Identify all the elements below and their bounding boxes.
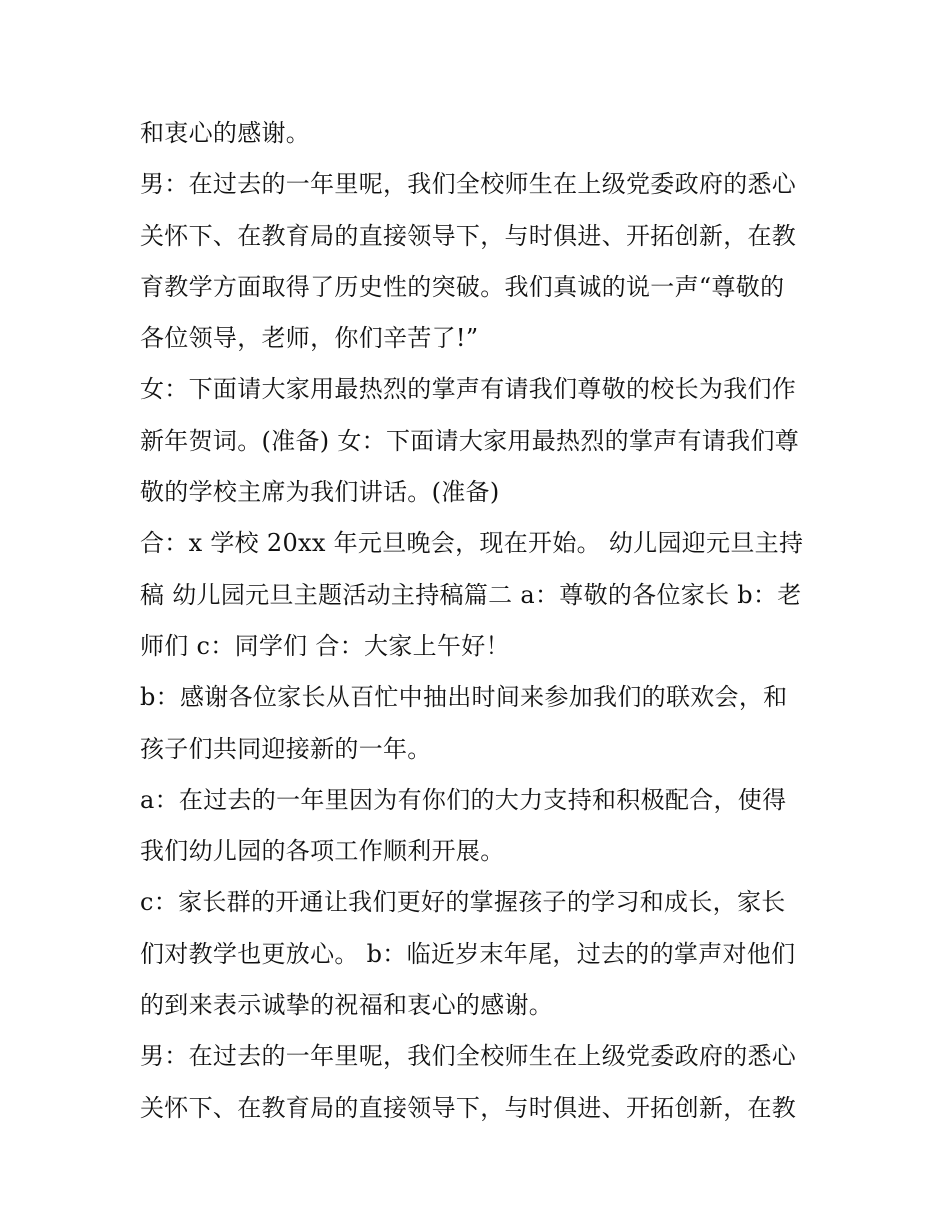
text-line: 女：下面请大家用最热烈的掌声有请我们尊敬的校长为我们作	[140, 375, 797, 404]
text-line: 的到来表示诚挚的祝福和衷心的感谢。	[140, 991, 554, 1020]
text-line: 和衷心的感谢。	[140, 119, 311, 147]
text-line: 关怀下、在教育局的直接领导下，与时俱进、开拓创新，在教	[140, 1093, 797, 1122]
text-line: 男：在过去的一年里呢，我们全校师生在上级党委政府的悉心	[140, 1042, 797, 1071]
text-line: 师们 c：同学们 合：大家上午好！	[140, 631, 510, 660]
text-line: 新年贺词。(准备) 女：下面请大家用最热烈的掌声有请我们尊	[140, 426, 800, 455]
text-line: 敬的学校主席为我们讲话。(准备)	[140, 478, 500, 507]
text-line: 孩子们共同迎接新的一年。	[140, 734, 432, 763]
document-body	[140, 108, 820, 1134]
text-line: 育教学方面取得了历史性的突破。我们真诚的说一声“尊敬的	[140, 272, 785, 301]
text-line: c：家长群的开通让我们更好的掌握孩子的学习和成长，家长	[140, 888, 786, 917]
text-line: 男：在过去的一年里呢，我们全校师生在上级党委政府的悉心	[140, 170, 797, 199]
text-line: 们对教学也更放心。 b：临近岁末年尾，过去的的掌声对他们	[140, 939, 796, 968]
text-line: 关怀下、在教育局的直接领导下，与时俱进、开拓创新，在教	[140, 221, 797, 250]
text-line: 稿 幼儿园元旦主题活动主持稿篇二 a：尊敬的各位家长 b：老	[140, 580, 802, 609]
text-line: a：在过去的一年里因为有你们的大力支持和积极配合，使得	[140, 785, 787, 814]
text-line: 各位领导，老师，你们辛苦了!”	[140, 324, 479, 353]
text-line: 合：x 学校 20xx 年元旦晚会，现在开始。 幼儿园迎元旦主持	[140, 529, 804, 558]
text-line: b：感谢各位家长从百忙中抽出时间来参加我们的联欢会，和	[140, 683, 788, 712]
text-line: 我们幼儿园的各项工作顺利开展。	[140, 837, 505, 866]
